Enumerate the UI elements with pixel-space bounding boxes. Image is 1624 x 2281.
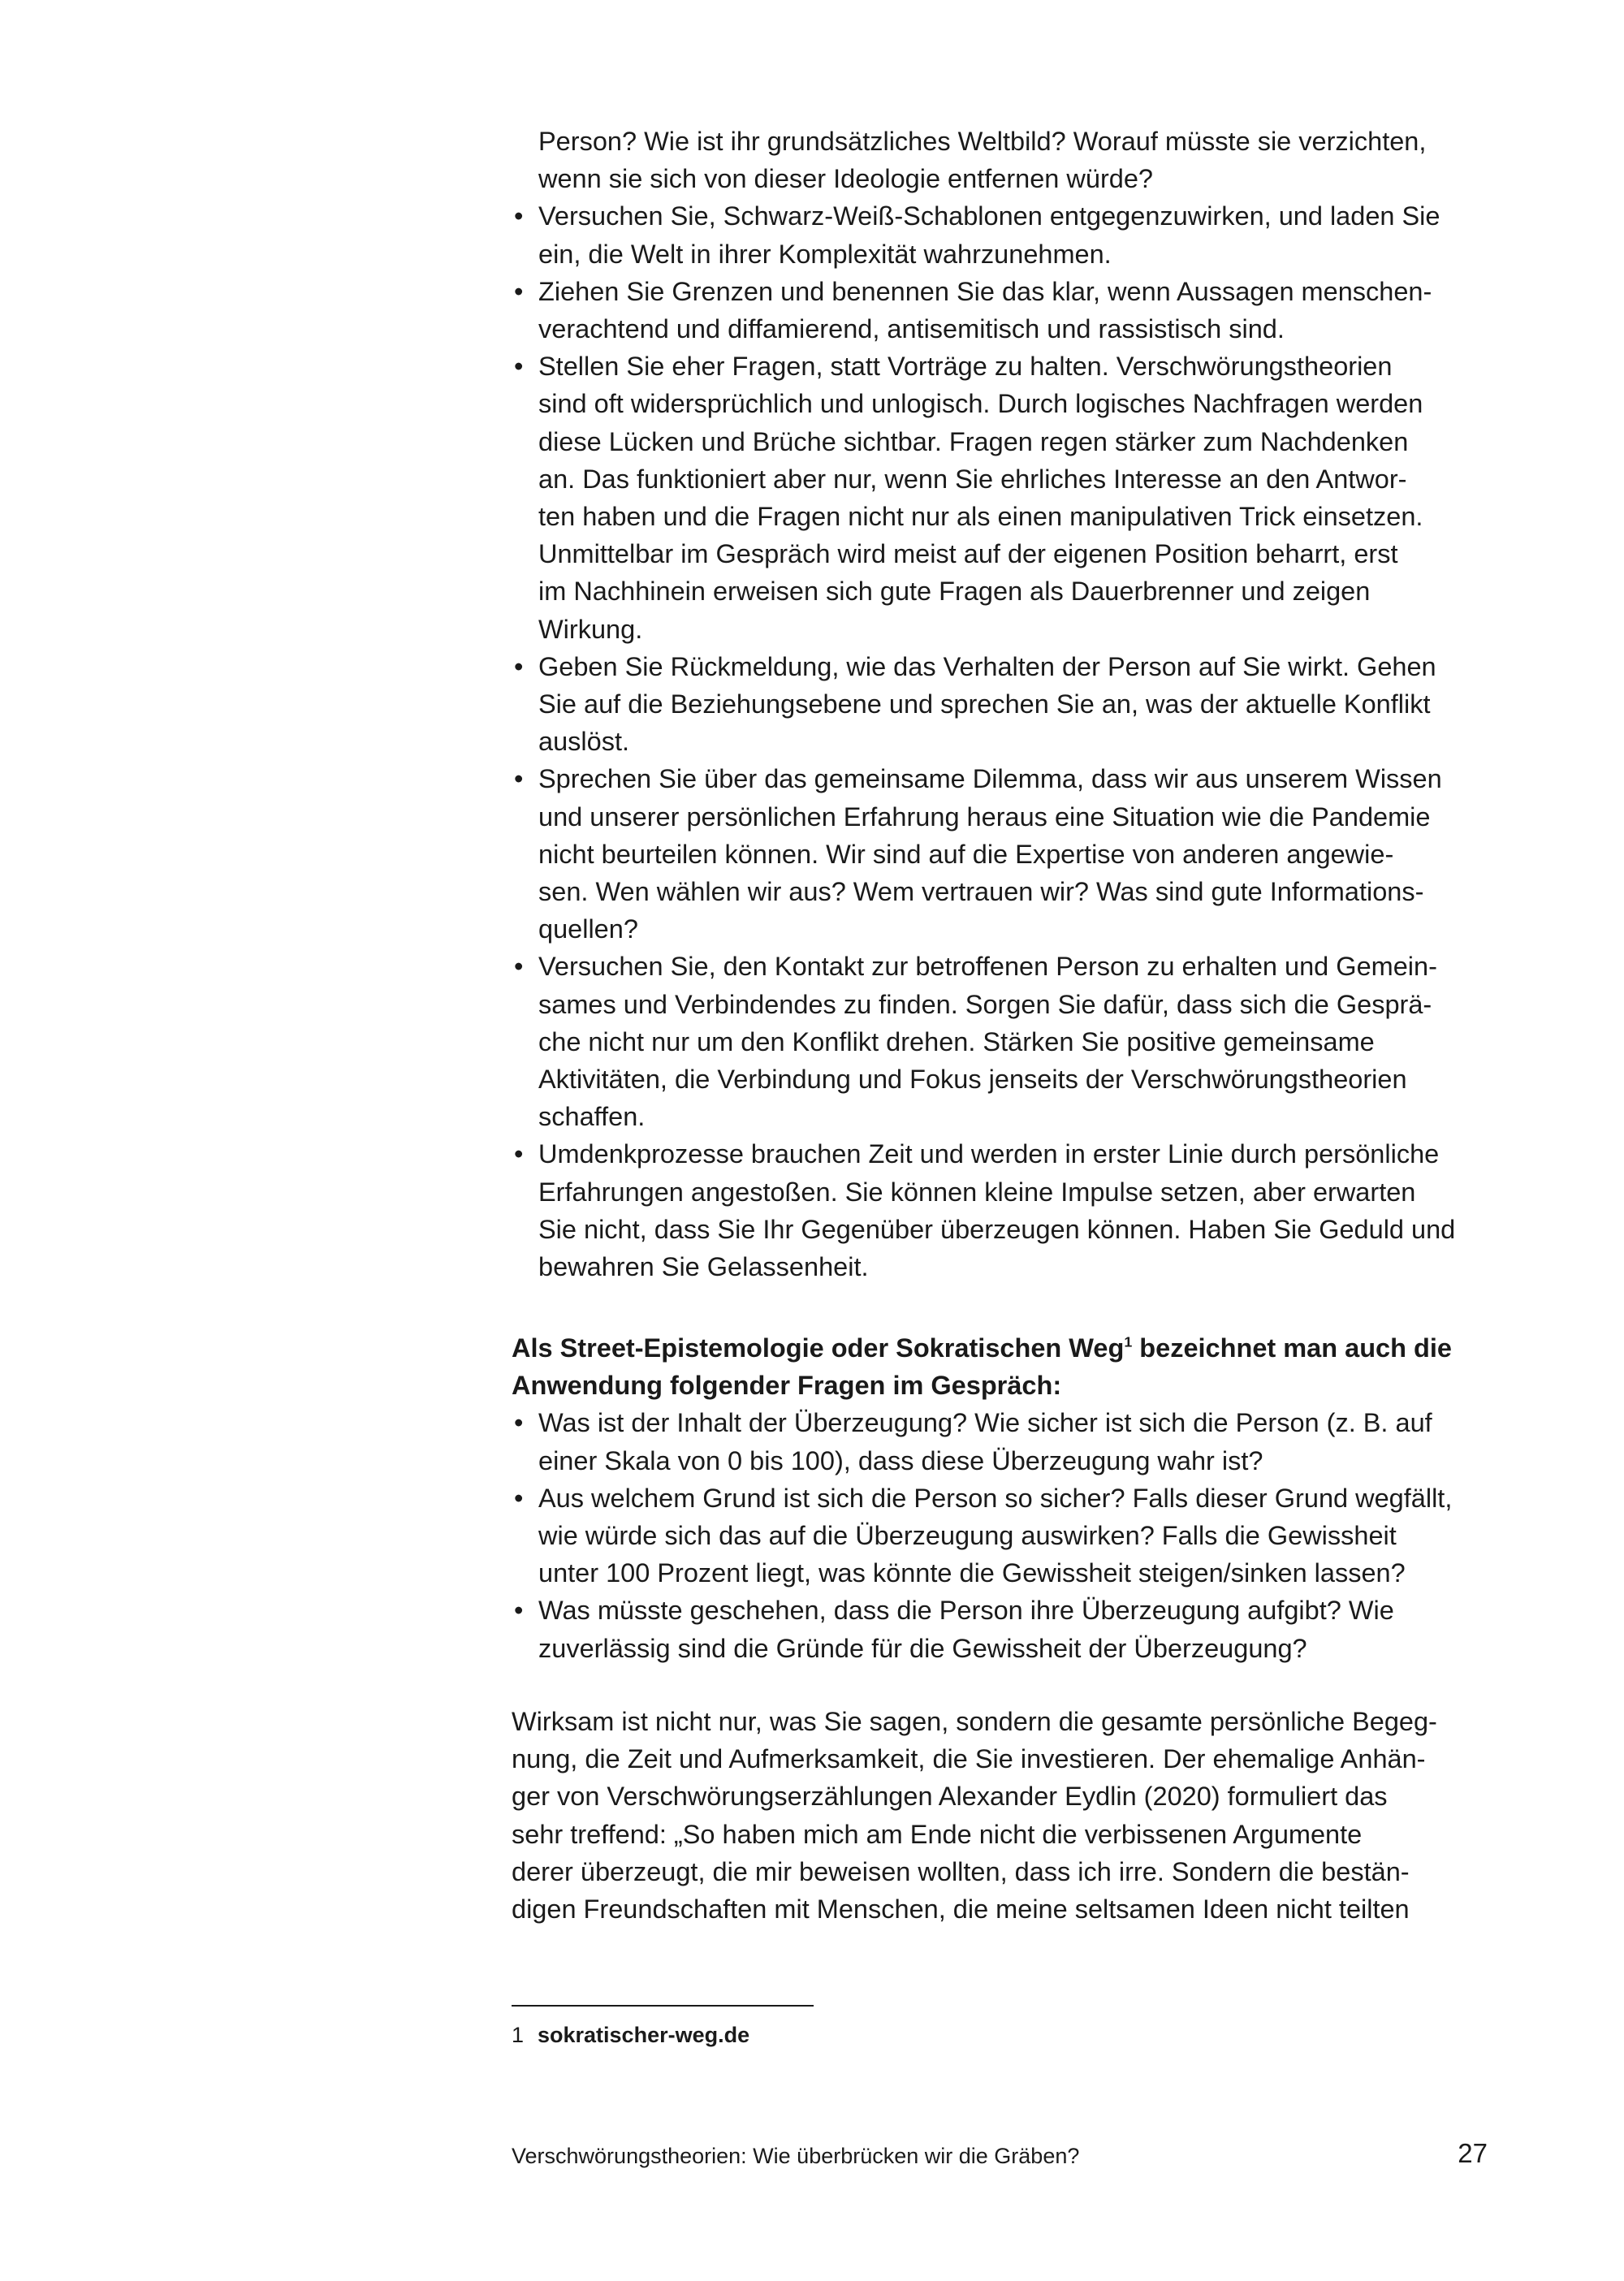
- text-line: Sie nicht, dass Sie Ihr Gegenüber überzeugen können. Haben Sie Geduld und: [538, 1214, 1456, 1244]
- text-line: und unserer persönlichen Erfahrung heraus eine Situation wie die Pandemie: [538, 801, 1431, 832]
- closing-paragraph: [512, 1703, 1490, 1928]
- text-line: ten haben und die Fragen nicht nur als einen manipulativen Trick einsetzen.: [538, 502, 1423, 532]
- running-footer-title: Verschwörungstheorien: Wie überbrücken wir die Gräben?: [512, 2144, 1080, 2168]
- bullet-item-start: • Sprechen Sie über das gemeinsame Dilemma, dass wir aus unserem Wissen: [512, 760, 1490, 797]
- bullet-item-start: • Aus welchem Grund ist sich die Person so sicher? Falls dieser Grund wegfällt,: [512, 1480, 1490, 1517]
- bullet-item-start: • Stellen Sie eher Fragen, statt Vorträge zu halten. Verschwörungstheorien: [512, 348, 1490, 385]
- question-bullet-list: [512, 1404, 1490, 1666]
- bullet-item-start: • Was ist der Inhalt der Überzeugung? Wie sicher ist sich die Person (z. B. auf: [512, 1404, 1490, 1441]
- bullet-item-start: • Was müsste geschehen, dass die Person ihre Überzeugung aufgibt? Wie: [512, 1592, 1490, 1629]
- text-line: Unmittelbar im Gespräch wird meist auf der eigenen Position beharrt, erst: [538, 539, 1398, 569]
- footnote: [512, 2020, 749, 2050]
- footnote-number: 1: [512, 2023, 525, 2047]
- advice-bullet-list: [512, 123, 1490, 1285]
- paragraph-line: Wirksam ist nicht nur, was Sie sagen, sondern die gesamte persönliche Begeg-: [512, 1707, 1437, 1736]
- bullet-item-start: • Ziehen Sie Grenzen und benennen Sie das klar, wenn Aussagen menschen-: [512, 273, 1490, 310]
- paragraph-line: digen Freundschaften mit Menschen, die meine seltsamen Ideen nicht teilten: [512, 1894, 1410, 1925]
- text-line: einer Skala von 0 bis 100), dass diese Überzeugung wahr ist?: [538, 1445, 1263, 1475]
- text-line: sen. Wen wählen wir aus? Wem vertrauen wir? Was sind gute Informations-: [538, 877, 1424, 907]
- text-line: schaffen.: [538, 1102, 646, 1132]
- text-line: Person? Wie ist ihr grundsätzliches Weltbild? Worauf müsste sie verzichten,: [538, 127, 1427, 156]
- text-line: quellen?: [538, 914, 638, 944]
- paragraph-line: ger von Verschwörungserzählungen Alexander Eydlin (2020) formuliert das: [512, 1782, 1388, 1812]
- bullet-item-start: • Geben Sie Rückmeldung, wie das Verhalten der Person auf Sie wirkt. Gehen: [512, 648, 1490, 685]
- text-line: wenn sie sich von dieser Ideologie entfernen würde?: [538, 164, 1154, 194]
- bullet-item-start: • Versuchen Sie, den Kontakt zur betroffenen Person zu erhalten und Gemein-: [512, 948, 1490, 985]
- text-line: sind oft widersprüchlich und unlogisch. Durch logisches Nachfragen werden: [538, 389, 1423, 419]
- text-line: verachtend und diffamierend, antisemitisch und rassistisch sind.: [538, 314, 1285, 344]
- text-line: zuverlässig sind die Gründe für die Gewissheit der Überzeugung?: [538, 1633, 1307, 1663]
- bullet-item-start: • Versuchen Sie, Schwarz-Weiß-Schablonen entgegenzuwirken, und laden Sie: [512, 197, 1490, 235]
- text-line: Aktivitäten, die Verbindung und Fokus jenseits der Verschwörungstheorien: [538, 1065, 1407, 1095]
- paragraph-line: nung, die Zeit und Aufmerksamkeit, die Sie investieren. Der ehemalige Anhän-: [512, 1744, 1426, 1774]
- text-line: nicht beurteilen können. Wir sind auf die Expertise von anderen angewie-: [538, 839, 1394, 869]
- footnote-reference[interactable]: 1: [1124, 1333, 1133, 1350]
- text-line: auslöst.: [538, 727, 630, 757]
- street-epistemology-section: [512, 1329, 1490, 1667]
- text-line: diese Lücken und Brüche sichtbar. Fragen regen stärker zum Nachdenken: [538, 426, 1409, 456]
- paragraph-line: sehr treffend: „So haben mich am Ende nicht die verbissenen Argumente: [512, 1819, 1363, 1849]
- text-line: im Nachhinein erweisen sich gute Fragen als Dauerbrenner und zeigen: [538, 577, 1371, 607]
- text-line: Wirkung.: [538, 614, 643, 644]
- heading-text: Als Street-Epistemologie oder Sokratischen Weg: [512, 1333, 1125, 1363]
- section-heading-line-2: Anwendung folgender Fragen im Gespräch:: [512, 1371, 1062, 1401]
- page-number: 27: [1458, 2138, 1488, 2168]
- footnote-divider: [512, 2005, 814, 2007]
- text-line: an. Das funktioniert aber nur, wenn Sie ehrliches Interesse an den Antwor-: [538, 464, 1407, 494]
- section-heading-line-1: [512, 1329, 1490, 1367]
- text-line: unter 100 Prozent liegt, was könnte die Gewissheit steigen/sinken lassen?: [538, 1558, 1406, 1588]
- text-line: Erfahrungen angestoßen. Sie können kleine Impulse setzen, aber erwarten: [538, 1177, 1416, 1207]
- footnote-link[interactable]: sokratischer-weg.de: [538, 2023, 750, 2047]
- text-line: wie würde sich das auf die Überzeugung auswirken? Falls die Gewissheit: [538, 1521, 1397, 1551]
- text-line: ein, die Welt in ihrer Komplexität wahrzunehmen.: [538, 239, 1112, 269]
- text-line: che nicht nur um den Konflikt drehen. Stärken Sie positive gemeinsame: [538, 1026, 1375, 1056]
- text-line: sames und Verbindendes zu finden. Sorgen Sie dafür, dass sich die Gesprä-: [538, 989, 1432, 1019]
- text-line: Sie auf die Beziehungsebene und sprechen Sie an, was der aktuelle Konflikt: [538, 689, 1431, 719]
- text-line: bewahren Sie Gelassenheit.: [538, 1252, 869, 1282]
- heading-text-continued: bezeichnet man auch die: [1132, 1333, 1452, 1363]
- bullet-item-start: • Umdenkprozesse brauchen Zeit und werden in erster Linie durch persönliche: [512, 1135, 1490, 1173]
- paragraph-line: derer überzeugt, die mir beweisen wollten, dass ich irre. Sondern die bestän-: [512, 1856, 1410, 1886]
